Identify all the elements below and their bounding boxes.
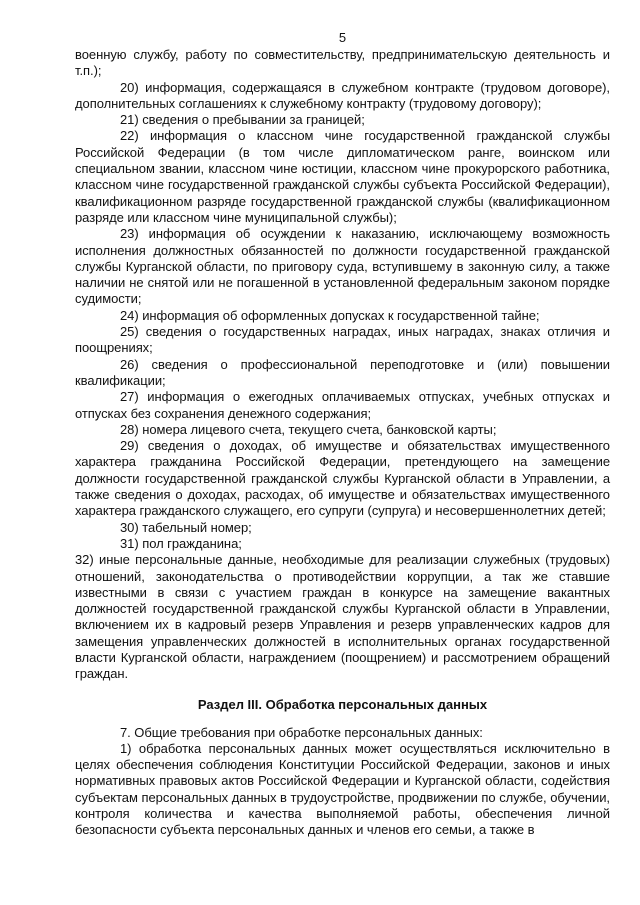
paragraph: 26) сведения о профессиональной переподготовке и (или) повышении квалификации; (75, 356, 610, 388)
paragraph: 31) пол гражданина; (120, 535, 242, 551)
paragraph: 25) сведения о государственных наградах, иных наградах, знаках отличия и поощрениях; (75, 324, 610, 356)
paragraphs-before-heading (75, 47, 610, 683)
section-heading: Раздел III. Обработка персональных данных (197, 696, 488, 712)
paragraph: 20) информация, содержащаяся в служебном контракте (трудовом договоре), дополнительных соглашениях к служебному контракту (трудовому договору); (75, 79, 610, 111)
paragraph: 21) сведения о пребывании за границей; (120, 112, 365, 128)
page-number: 5 (338, 30, 347, 45)
paragraph: 27) информация о ежегодных оплачиваемых отпусках, учебных отпусках и отпусках без сохранения денежного содержания; (75, 389, 610, 421)
paragraph: 7. Общие требования при обработке персональных данных: (120, 724, 483, 740)
paragraphs-after-heading (75, 725, 610, 839)
paragraph: 23) информация об осуждении к наказанию, исключающему возможность исполнения должностных обязанностей по должности государственной гражданской службы Курганской области, по приговору суда, вступившему в законную силу, а также наличии не снятой или не погашенной в установленной федеральным законом порядке судимости; (75, 226, 610, 307)
paragraph: военную службу, работу по совместительству, предпринимательскую деятельность и т.п.); (75, 47, 610, 79)
paragraph: 32) иные персональные данные, необходимые для реализации служебных (трудовых) отношений, законодательства о противодействии коррупции, а так же ставшие известными в связи с участием граждан в конкурсе на замещение вакантных должностей государственной гражданской службы Курганской области в Управлении, включением их в кадровый резерв Управления и резерв управленческих кадров для замещения управленческих должностей в исполнительных органах государственной власти Курганской области, награждением (поощрением) и рассмотрением обращений граждан. (75, 552, 610, 682)
paragraph: 30) табельный номер; (120, 519, 252, 535)
paragraph: 29) сведения о доходах, об имуществе и обязательствах имущественного характера гражданина Российской Федерации, претендующего на замещение должности государственной гражданской службы Курганской области в Управлении, а также сведения о доходах, расходах, об имуществе и обязательствах имущественного характера гражданского служащего, его супруги (супруга) и несовершеннолетних детей; (75, 438, 610, 519)
paragraph: 22) информация о классном чине государственной гражданской службы Российской Федерации (в том числе дипломатическом ранге, воинском или специальном звании, классном чине юстиции, классном чине прокурорского работника, классном чине государственной гражданской службы субъекта Российской Федерации), квалификационном разряде государственной гражданской службы (квалификационном разряде или классном чине муниципальной службы); (75, 128, 610, 225)
paragraph: 24) информация об оформленных допусках к государственной тайне; (120, 307, 540, 323)
paragraph: 28) номера лицевого счета, текущего счета, банковской карты; (120, 421, 497, 437)
paragraph: 1) обработка персональных данных может осуществляться исключительно в целях обеспечения соблюдения Конституции Российской Федерации, законов и иных нормативных правовых актов Российской Федерации и Курганской области, содействия субъектам персональных данных в трудоустройстве, продвижении по службе, обучении, контроля количества и качества выполняемой работы, обеспечения личной безопасности субъекта персональных данных и членов его семьи, а также в (75, 740, 610, 838)
